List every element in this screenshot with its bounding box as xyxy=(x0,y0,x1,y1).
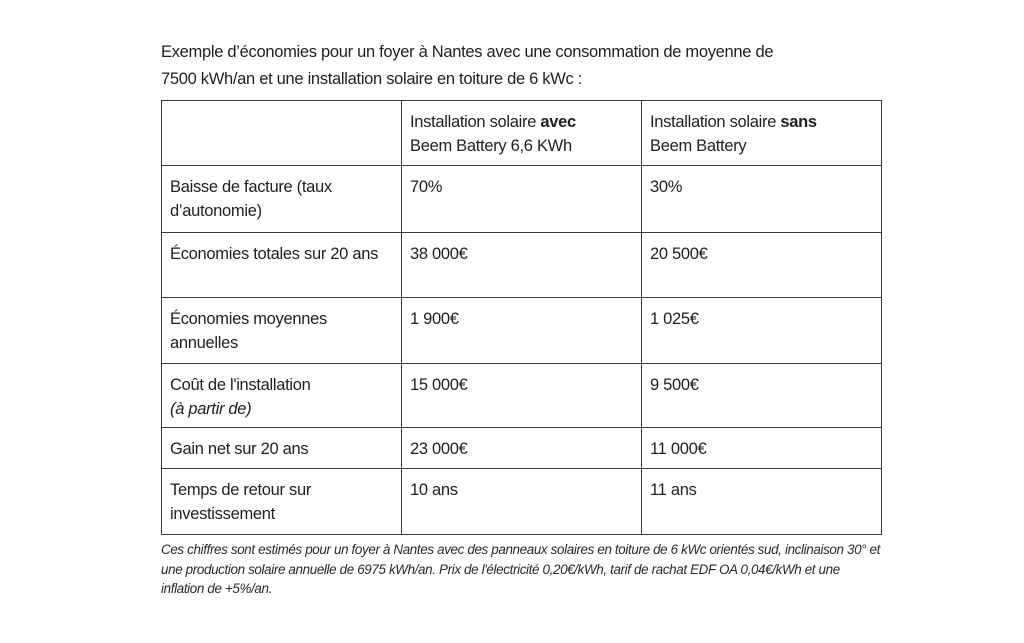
comparison-table xyxy=(161,100,882,535)
header-cell-with-battery xyxy=(402,101,642,166)
row-label: Baisse de facture (taux d’autonomie) xyxy=(162,166,402,233)
table-header-row xyxy=(162,101,882,166)
value-without-battery: 30% xyxy=(642,166,882,233)
header-with-prefix: Installation solaire xyxy=(410,113,541,131)
intro-line-2: 7500 kWh/an et une installation solaire en toiture de 6 kWc : xyxy=(161,70,583,88)
row-label-cell xyxy=(162,364,402,428)
row-label: Coût de l'installation xyxy=(170,376,311,394)
header-without-line2: Beem Battery xyxy=(650,137,747,155)
value-without-battery: 20 500€ xyxy=(642,233,882,298)
value-with-battery: 10 ans xyxy=(402,469,642,535)
value-without-battery: 11 ans xyxy=(642,469,882,535)
table-row xyxy=(162,364,882,428)
intro-line-1: Exemple d’économies pour un foyer à Nantes avec une consommation de moyenne de xyxy=(161,43,774,61)
table-row xyxy=(162,166,882,233)
table-row xyxy=(162,428,882,469)
value-without-battery: 9 500€ xyxy=(642,364,882,428)
header-with-line2: Beem Battery 6,6 KWh xyxy=(410,137,572,155)
row-label: Économies totales sur 20 ans xyxy=(162,233,402,298)
value-with-battery: 70% xyxy=(402,166,642,233)
footnote: Ces chiffres sont estimés pour un foyer à Nantes avec des panneaux solaires en toiture de 6 kWc orientés sud, inclinaison 30° et une production solaire annuelle de 6975 kWh/an. Prix de l'électricité 0,20€/kWh, tarif de rachat EDF OA 0,04€/kWh et une inflation de +5%/an. xyxy=(161,542,881,596)
value-with-battery: 1 900€ xyxy=(402,298,642,364)
value-with-battery: 23 000€ xyxy=(402,428,642,469)
intro-paragraph xyxy=(161,39,891,93)
value-without-battery: 11 000€ xyxy=(642,428,882,469)
value-with-battery: 15 000€ xyxy=(402,364,642,428)
table-row xyxy=(162,469,882,535)
row-label: Temps de retour sur investissement xyxy=(162,469,402,535)
header-cell-empty xyxy=(162,101,402,166)
row-label: Économies moyennes annuelles xyxy=(162,298,402,364)
header-cell-without-battery xyxy=(642,101,882,166)
table-row xyxy=(162,233,882,298)
header-without-prefix: Installation solaire xyxy=(650,113,781,131)
value-without-battery: 1 025€ xyxy=(642,298,882,364)
table-row xyxy=(162,298,882,364)
header-with-bold: avec xyxy=(540,113,576,131)
row-label-note: (à partir de) xyxy=(170,400,252,418)
row-label: Gain net sur 20 ans xyxy=(162,428,402,469)
header-without-bold: sans xyxy=(780,113,817,131)
value-with-battery: 38 000€ xyxy=(402,233,642,298)
